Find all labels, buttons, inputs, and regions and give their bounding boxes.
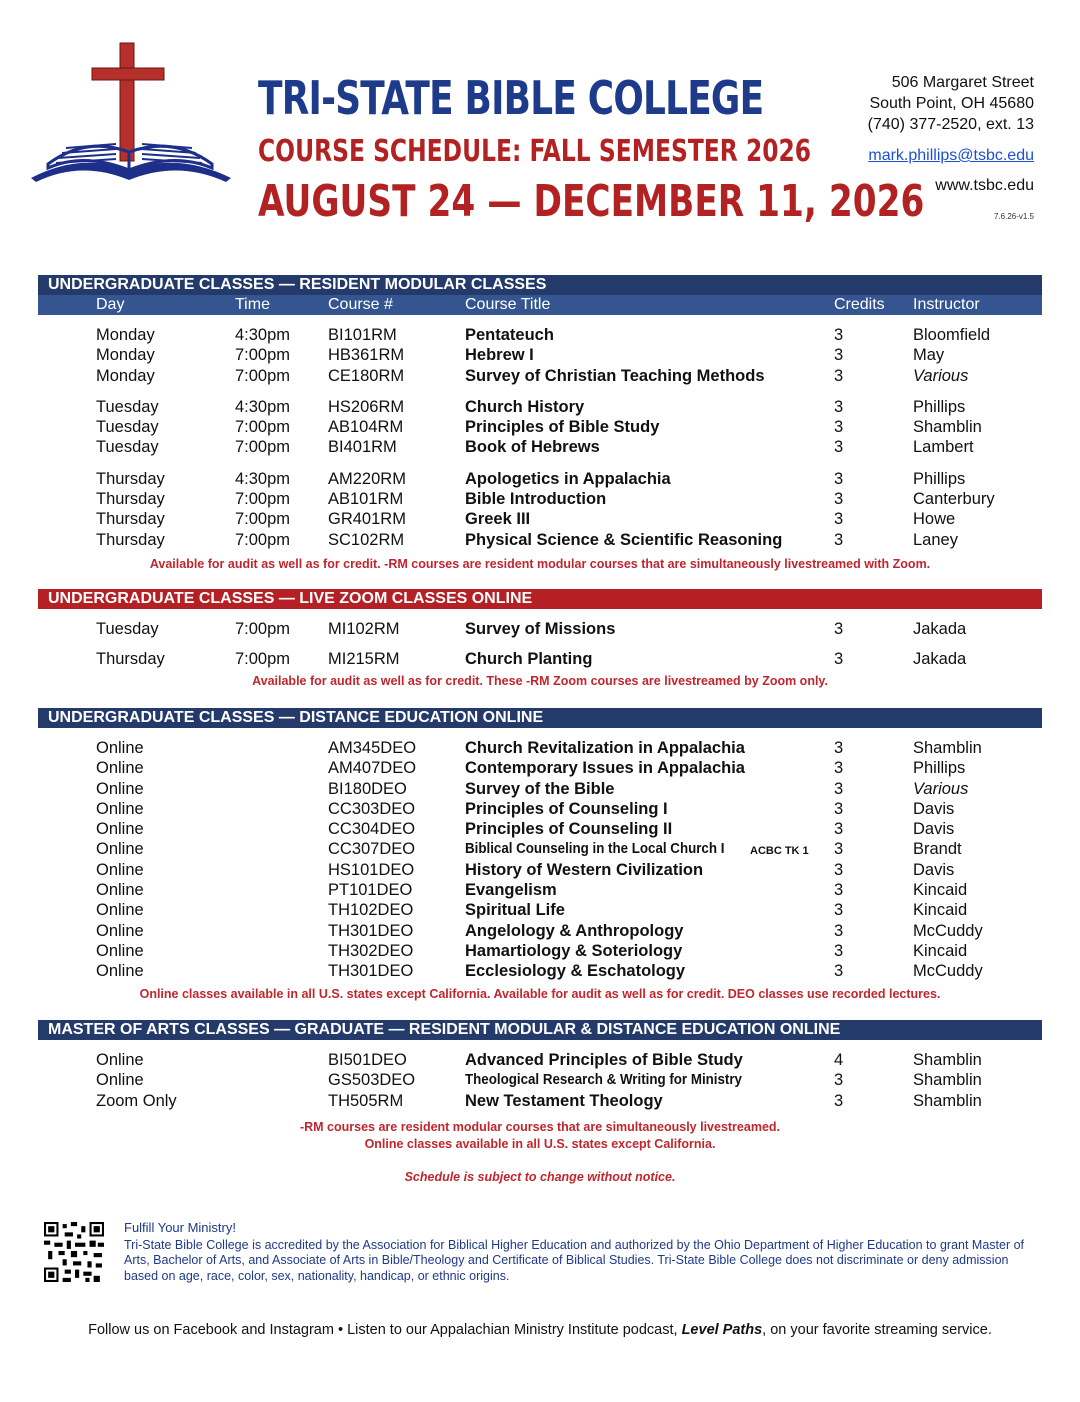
course-credits: 3 [834,397,844,416]
course-title: Principles of Counseling II [465,820,673,839]
course-credits: 3 [834,326,844,344]
course-row [38,325,1042,345]
course-credits: 3 [834,438,844,457]
course-code: BI401RM [328,438,397,457]
course-time: 4:30pm [235,469,291,488]
course-code: CC304DEO [328,820,416,839]
col-time: Time [235,296,270,313]
course-code: BI101RM [328,326,397,344]
course-row [38,880,1042,900]
course-title: Spiritual Life [465,901,565,920]
masters-note-2: Online classes available in all U.S. states except California. [364,1136,716,1151]
course-code: HB361RM [328,346,405,365]
social-follow-line [0,1322,1080,1338]
masters-note-1: -RM courses are resident modular courses that are simultaneously livestreamed. [299,1119,781,1134]
course-row [38,649,1042,669]
course-instructor: Howe [913,510,956,529]
course-instructor: Brandt [913,840,962,859]
col-day: Day [96,296,125,313]
course-instructor: Davis [913,860,955,879]
course-instructor: Bloomfield [913,326,991,344]
distance-section [38,708,1042,1003]
course-credits: 3 [834,418,844,437]
course-credits: 3 [834,759,844,778]
course-row [38,1050,1042,1070]
course-title: Church History [465,397,585,416]
course-row [38,345,1042,365]
course-code: HS101DEO [328,860,415,879]
course-credits: 3 [834,860,844,879]
course-title: Greek III [465,510,531,529]
course-instructor: Davis [913,820,955,839]
course-code: TH505RM [328,1091,404,1110]
course-code: GS503DEO [328,1071,416,1090]
course-credits: 3 [834,941,844,960]
course-title: Pentateuch [465,326,554,344]
course-time: 7:00pm [235,346,291,365]
course-credits: 3 [834,490,844,509]
course-code: TH102DEO [328,901,414,920]
course-row [38,839,1042,859]
course-day: Online [96,962,144,981]
course-credits: 3 [834,469,844,488]
course-title: Apologetics in Appalachia [465,469,671,488]
course-row [38,1091,1042,1111]
course-title: Church Planting [465,650,593,669]
course-instructor: McCuddy [913,921,983,940]
course-instructor: Shamblin [913,739,982,757]
course-row [38,417,1042,437]
course-tag: ACBC TK 1 [750,845,809,858]
course-code: TH302DEO [328,941,414,960]
course-credits: 3 [834,650,844,669]
course-instructor: Shamblin [913,1071,982,1090]
course-credits: 3 [834,779,844,798]
course-row [38,961,1042,981]
course-row [38,921,1042,941]
course-instructor: Kincaid [913,881,968,900]
course-row [38,738,1042,758]
resident-section-title: UNDERGRADUATE CLASSES — RESIDENT MODULAR CLASSES [38,275,1042,295]
course-title: New Testament Theology [465,1091,663,1110]
course-code: TH301DEO [328,921,414,940]
course-day: Online [96,759,144,778]
course-time: 4:30pm [235,326,291,344]
course-instructor: Kincaid [913,941,968,960]
schedule-title: COURSE SCHEDULE: FALL SEMESTER 2026 [258,134,812,169]
course-title: Survey of the Bible [465,779,615,798]
course-credits: 3 [834,901,844,920]
course-code: MI102RM [328,620,400,638]
city-address: South Point, OH 45680 [869,95,1034,112]
course-instructor: Lambert [913,438,974,457]
course-instructor: Laney [913,530,958,549]
course-day: Online [96,739,144,757]
course-instructor: Various [913,779,969,798]
qr-code-icon [44,1222,104,1282]
course-credits: 3 [834,1091,844,1110]
course-time: 7:00pm [235,620,291,638]
website-link[interactable]: www.tsbc.edu [935,177,1034,194]
course-time: 7:00pm [235,530,291,549]
course-code: AB101RM [328,490,404,509]
course-day: Online [96,799,144,818]
college-name: TRI-STATE BIBLE COLLEGE [258,71,764,125]
course-title: History of Western Civilization [465,860,704,879]
course-credits: 3 [834,1071,844,1090]
course-day: Online [96,840,144,859]
course-title: Hebrew I [465,346,534,365]
col-instructor: Instructor [913,296,980,313]
course-day: Online [96,921,144,940]
course-row [38,469,1042,489]
course-instructor: Shamblin [913,1091,982,1110]
course-title: Principles of Counseling I [465,799,668,818]
course-day: Online [96,1071,144,1090]
semester-dates: AUGUST 24 — DECEMBER 11, 2026 [258,176,925,227]
col-title: Course Title [465,296,551,313]
distance-note: Online classes available in all U.S. states except California. Available for audit as well as for credit. DEO classes use recorded lectures. [139,986,941,1001]
course-row [38,900,1042,920]
course-credits: 3 [834,840,844,859]
course-title: Principles of Bible Study [465,418,660,437]
course-day: Monday [96,326,155,344]
footer-heading: Fulfill Your Ministry! [124,1220,236,1235]
version-label: 7.6.26-v1.5 [993,212,1034,221]
course-code: AB104RM [328,418,404,437]
course-day: Monday [96,346,155,365]
course-code: AM345DEO [328,739,417,757]
course-title: Evangelism [465,881,557,900]
course-day: Online [96,901,144,920]
course-row [38,619,1042,639]
masters-section-title: MASTER OF ARTS CLASSES — GRADUATE — RESIDENT MODULAR & DISTANCE EDUCATION ONLINE [38,1020,1042,1040]
course-code: AM407DEO [328,759,417,778]
course-row [38,366,1042,386]
course-time: 7:00pm [235,510,291,529]
course-day: Online [96,881,144,900]
course-time: 7:00pm [235,490,291,509]
course-day: Online [96,779,144,798]
course-row [38,819,1042,839]
course-code: GR401RM [328,510,406,529]
zoom-section [38,589,1042,690]
course-day: Zoom Only [96,1091,177,1110]
course-day: Thursday [96,530,165,549]
course-row [38,758,1042,778]
course-code: CE180RM [328,366,405,385]
course-title: Survey of Missions [465,620,616,638]
course-credits: 3 [834,366,844,385]
course-instructor: Phillips [913,469,966,488]
email-link[interactable]: mark.phillips@tsbc.edu [868,147,1034,164]
course-row [38,941,1042,961]
contact-info [868,72,1034,227]
title-block [258,70,925,228]
course-title: Angelology & Anthropology [465,921,684,940]
course-credits: 3 [834,530,844,549]
course-instructor: Phillips [913,397,966,416]
course-title: Church Revitalization in Appalachia [465,739,745,757]
course-instructor: Various [913,366,969,385]
course-instructor: Kincaid [913,901,968,920]
course-title: Physical Science & Scientific Reasoning [465,530,783,549]
course-row [38,530,1042,550]
course-row [38,1070,1042,1090]
course-credits: 3 [834,739,844,757]
course-day: Online [96,860,144,879]
course-code: BI501DEO [328,1051,407,1069]
course-credits: 4 [834,1051,844,1069]
course-day: Tuesday [96,438,159,457]
course-instructor: Davis [913,799,955,818]
course-instructor: Shamblin [913,418,982,437]
podcast-name: Level Paths [681,1322,763,1338]
course-day: Online [96,820,144,839]
course-code: PT101DEO [328,881,413,900]
course-row [38,509,1042,529]
course-title: Theological Research & Writing for Ministry [465,1072,742,1089]
course-day: Thursday [96,650,165,669]
course-day: Thursday [96,490,165,509]
course-day: Thursday [96,469,165,488]
course-day: Tuesday [96,418,159,437]
course-day: Thursday [96,510,165,529]
course-instructor: Phillips [913,759,966,778]
resident-note: Available for audit as well as for credit. -RM courses are resident modular courses that are simultaneously livestreamed with Zoom. [149,556,931,571]
course-credits: 3 [834,921,844,940]
course-day: Online [96,941,144,960]
course-row [38,860,1042,880]
course-instructor: Jakada [913,620,967,638]
course-row [38,779,1042,799]
accreditation-text: Tri-State Bible College is accredited by the Association for Biblical Higher Education and authorized by the Ohio Department of Higher Education to grant Master of Arts, Bachelor of Arts, and Associate of Arts in Bible/Theology and Certificate of Biblical Studies. Tri-State Bible College does not discriminate or deny admission based on age, race, color, sex, nationality, handicap, or ethnic origins. [124,1237,1025,1283]
course-credits: 3 [834,962,844,981]
course-credits: 3 [834,881,844,900]
street-address: 506 Margaret Street [891,74,1034,91]
course-title: Advanced Principles of Bible Study [465,1051,743,1069]
course-credits: 3 [834,820,844,839]
course-row [38,437,1042,457]
course-credits: 3 [834,346,844,365]
course-instructor: Canterbury [913,490,995,509]
course-row [38,799,1042,819]
course-code: CC303DEO [328,799,416,818]
follow-pre: Follow us on Facebook and Instagram • Listen to our Appalachian Ministry Institute podcast, [88,1322,682,1338]
zoom-note: Available for audit as well as for credit. These -RM Zoom courses are livestreamed by Zoom only. [252,673,828,688]
course-day: Tuesday [96,620,159,638]
course-code: HS206RM [328,397,405,416]
course-code: BI180DEO [328,779,407,798]
course-title: Ecclesiology & Eschatology [465,962,686,981]
course-code: TH301DEO [328,962,414,981]
phone-number: (740) 377-2520, ext. 13 [867,116,1034,133]
course-time: 7:00pm [235,418,291,437]
course-credits: 3 [834,510,844,529]
course-credits: 3 [834,620,844,638]
course-time: 7:00pm [235,438,291,457]
course-day: Tuesday [96,397,159,416]
col-code: Course # [328,296,393,313]
masters-section [38,1020,1042,1186]
course-title: Survey of Christian Teaching Methods [465,366,765,385]
distance-section-title: UNDERGRADUATE CLASSES — DISTANCE EDUCATION ONLINE [38,708,1042,728]
cross-book-logo-icon [26,40,236,190]
course-time: 4:30pm [235,397,291,416]
col-credits: Credits [834,296,885,313]
resident-section [38,275,1042,573]
course-day: Monday [96,366,155,385]
course-instructor: McCuddy [913,962,983,981]
course-title: Book of Hebrews [465,438,600,457]
schedule-notice: Schedule is subject to change without notice. [404,1169,676,1184]
course-instructor: May [913,346,945,365]
course-row [38,489,1042,509]
course-title: Contemporary Issues in Appalachia [465,759,745,778]
accreditation-block [124,1220,1039,1284]
course-code: AM220RM [328,469,406,488]
course-code: MI215RM [328,650,400,669]
course-instructor: Jakada [913,650,967,669]
course-row [38,397,1042,417]
course-credits: 3 [834,799,844,818]
zoom-section-title: UNDERGRADUATE CLASSES — LIVE ZOOM CLASSES ONLINE [38,589,1042,609]
column-header [38,295,1042,315]
course-title: Hamartiology & Soteriology [465,941,683,960]
course-code: SC102RM [328,530,405,549]
follow-post: , on your favorite streaming service. [762,1322,992,1338]
course-time: 7:00pm [235,650,291,669]
course-title: Bible Introduction [465,490,607,509]
course-time: 7:00pm [235,366,291,385]
course-instructor: Shamblin [913,1051,982,1069]
course-day: Online [96,1051,144,1069]
course-title: Biblical Counseling in the Local Church I [465,841,725,858]
course-code: CC307DEO [328,840,416,859]
